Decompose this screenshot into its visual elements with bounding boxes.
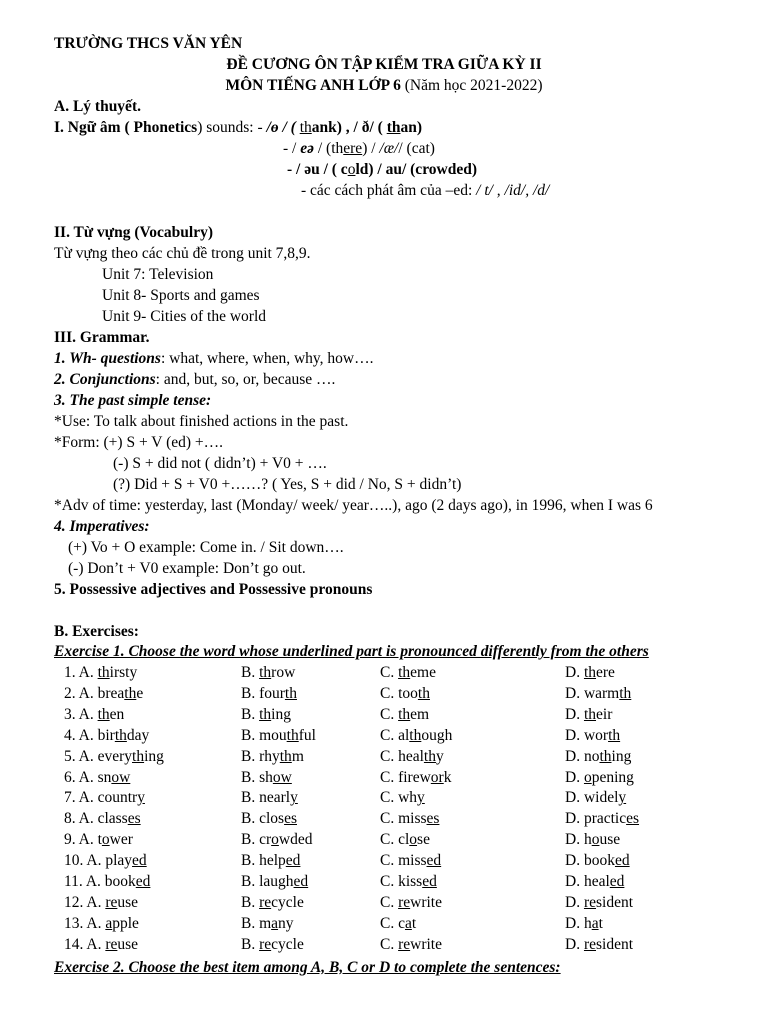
underlined-part: re — [398, 893, 411, 911]
past-simple-adverbs: *Adv of time: yesterday, last (Monday/ week/ year…..), ago (2 days ago), in 1996, when I was 6 — [54, 497, 653, 514]
underlined-part: o — [591, 831, 600, 849]
underlined-part: es — [626, 810, 640, 828]
underlined-part: or — [430, 768, 444, 786]
underlined-part: th — [259, 664, 272, 681]
answer-option: D. warmth — [565, 684, 632, 702]
underlined-part: es — [127, 810, 141, 828]
answer-option: B. throw — [241, 664, 296, 681]
answer-option: 12. A. reuse — [64, 893, 139, 911]
underlined-part: a — [271, 914, 279, 932]
answer-option: C. firework — [380, 768, 452, 786]
question-row — [64, 726, 744, 747]
underlined-part: a — [591, 914, 599, 932]
answer-option: 13. A. apple — [64, 914, 139, 932]
unit-7: Unit 7: Television — [102, 266, 214, 283]
answer-option: 11. A. booked — [64, 873, 151, 890]
question-row — [64, 684, 744, 705]
answer-option: C. healthy — [380, 747, 444, 765]
phonetics-line-4: - các cách phát âm của –ed: / t/ , /id/, /d/ — [301, 182, 550, 199]
answer-option: C. theme — [380, 664, 436, 681]
answer-option: B. many — [241, 914, 294, 932]
answer-option: D. there — [565, 664, 615, 681]
answer-option: B. nearly — [241, 789, 298, 807]
answer-option: B. fourth — [241, 684, 297, 702]
underlined-part: es — [426, 810, 440, 828]
answer-option: C. rewrite — [380, 935, 442, 953]
question-row — [64, 768, 744, 789]
underlined-part: ed — [293, 873, 309, 890]
underlined-part: a — [404, 914, 412, 932]
answer-option: B. thing — [241, 705, 291, 723]
underlined-part: ow — [272, 768, 292, 786]
answer-option: B. mouthful — [241, 726, 316, 744]
phonetics-line-3: - / əu / ( cold) / au/ (crowded) — [287, 161, 478, 178]
past-simple-form-negative: (-) S + did not ( didn’t) + V0 + …. — [113, 455, 327, 472]
exercise-2-title: Exercise 2. Choose the best item among A, B, C or D to complete the sentences: — [54, 959, 561, 976]
underlined-part: th — [124, 684, 137, 702]
answer-option: D. practices — [565, 810, 640, 828]
subject: MÔN TIẾNG ANH LỚP 6 — [225, 77, 401, 94]
answer-option: B. recycle — [241, 893, 304, 911]
answer-option: C. rewrite — [380, 893, 442, 911]
section-b-heading: B. Exercises: — [54, 623, 139, 640]
question-row — [64, 788, 744, 809]
underlined-part: ow — [111, 768, 131, 786]
answer-option: 10. A. played — [64, 852, 147, 870]
underlined-part: th — [97, 664, 110, 681]
answer-option: D. nothing — [565, 747, 632, 765]
grammar-imperatives: 4. Imperatives: — [54, 518, 150, 535]
underlined-part: ed — [426, 852, 442, 870]
underlined-part: th — [398, 705, 411, 723]
answer-option: C. tooth — [380, 684, 430, 702]
underlined-part: re — [105, 935, 118, 953]
imperative-positive: (+) Vo + O example: Come in. / Sit down…. — [68, 539, 344, 556]
underlined-part: ed — [609, 873, 625, 890]
underlined-part: y — [417, 789, 425, 807]
underlined-part: a — [105, 914, 113, 932]
question-row — [64, 935, 744, 956]
underlined-part: ed — [135, 873, 151, 890]
answer-option: B. helped — [241, 852, 301, 870]
underlined-part: th — [286, 726, 299, 744]
unit-8: Unit 8- Sports and games — [102, 287, 260, 304]
vocab-heading: II. Từ vựng (Vocabulry) — [54, 224, 213, 241]
question-row — [64, 893, 744, 914]
imperative-negative: (-) Don’t + V0 example: Don’t go out. — [68, 560, 306, 577]
answer-option: D. resident — [565, 935, 634, 953]
question-row — [64, 914, 744, 935]
underlined-part: re — [259, 935, 272, 953]
question-row — [64, 747, 744, 768]
answer-option: 1. A. thirsty — [64, 664, 138, 681]
question-row — [64, 851, 744, 872]
grammar-heading: III. Grammar. — [54, 329, 150, 346]
underlined-part: re — [259, 893, 272, 911]
underlined-part: th — [583, 664, 597, 681]
answer-option: 14. A. reuse — [64, 935, 139, 953]
school-name: TRƯỜNG THCS VĂN YÊN — [54, 35, 243, 52]
exercise-1-title: Exercise 1. Choose the word whose underlined part is pronounced differently from the others — [54, 643, 649, 660]
answer-option: 5. A. everything — [64, 747, 164, 765]
underlined-part: es — [284, 810, 297, 828]
underlined-part: th — [114, 726, 127, 744]
answer-option: D. healed — [565, 873, 625, 890]
answer-option: C. them — [380, 705, 430, 723]
answer-option: B. laughed — [241, 873, 309, 890]
underlined-part: o — [583, 768, 592, 786]
answer-option: B. recycle — [241, 935, 304, 953]
grammar-wh-questions: 1. Wh- questions: what, where, when, why, how…. — [54, 350, 374, 367]
answer-option: 8. A. classes — [64, 810, 141, 828]
underlined-part: th — [417, 684, 430, 702]
answer-option: C. misses — [380, 810, 440, 828]
phonetics-heading: I. Ngữ âm ( Phonetics) sounds: - /ɵ / ( thank) , / ð/ ( than) — [54, 119, 423, 136]
answer-option: B. closes — [241, 810, 297, 828]
question-row — [64, 705, 744, 726]
underlined-part: ed — [422, 873, 437, 890]
answer-option: 3. A. then — [64, 705, 125, 723]
underlined-part: th — [409, 726, 422, 744]
underlined-part: th — [423, 747, 436, 765]
underlined-part: re — [583, 893, 596, 911]
answer-option: C. why — [380, 789, 425, 807]
underlined-part: re — [398, 935, 411, 953]
section-a-heading: A. Lý thuyết. — [54, 98, 141, 115]
phonetics-line-2: - / eə / (there) / /æ// (cat) — [283, 140, 435, 157]
grammar-possessives: 5. Possessive adjectives and Possessive pronouns — [54, 581, 373, 598]
underlined-part: th — [583, 705, 597, 723]
grammar-conjunctions: 2. Conjunctions: and, but, so, or, because …. — [54, 371, 336, 388]
underlined-part: th — [619, 684, 632, 702]
answer-option: C. although — [380, 726, 453, 744]
doc-title: ĐỀ CƯƠNG ÔN TẬP KIỂM TRA GIỮA KỲ II — [226, 56, 542, 73]
answer-option: D. opening — [565, 768, 634, 786]
past-simple-use: *Use: To talk about finished actions in the past. — [54, 413, 349, 430]
answer-option: D. booked — [565, 852, 630, 870]
underlined-part: o — [101, 831, 110, 849]
answer-option: C. missed — [380, 852, 442, 870]
question-row — [64, 830, 744, 851]
answer-option: 4. A. birthday — [64, 726, 150, 744]
vocab-intro: Từ vựng theo các chủ đề trong unit 7,8,9. — [54, 245, 311, 262]
underlined-part: o — [271, 831, 279, 849]
question-row — [64, 663, 744, 684]
answer-option: B. show — [241, 768, 292, 786]
underlined-part: th — [398, 664, 411, 681]
underlined-part: ed — [614, 852, 630, 870]
past-simple-form-question: (?) Did + S + V0 +……? ( Yes, S + did / No, S + didn’t) — [113, 476, 462, 493]
underlined-part: y — [290, 789, 298, 807]
underlined-part: o — [409, 831, 418, 849]
underlined-part: re — [583, 935, 596, 953]
underlined-part: th — [599, 747, 612, 765]
answer-option: C. cat — [380, 914, 417, 932]
past-simple-form-positive: *Form: (+) S + V (ed) +…. — [54, 434, 224, 451]
school-year: (Năm học 2021-2022) — [400, 77, 543, 94]
question-row — [64, 872, 744, 893]
answer-option: D. resident — [565, 893, 634, 911]
answer-option: B. rhythm — [241, 747, 304, 765]
underlined-part: y — [618, 789, 627, 807]
underlined-part: ed — [132, 852, 147, 870]
underlined-part: th — [132, 747, 145, 765]
answer-option: B. crowded — [241, 831, 313, 849]
grammar-past-simple: 3. The past simple tense: — [54, 392, 212, 409]
answer-option: D. widely — [565, 789, 627, 807]
answer-option: 2. A. breathe — [64, 684, 144, 702]
underlined-part: re — [105, 893, 118, 911]
answer-option: 7. A. country — [64, 789, 145, 807]
underlined-part: th — [259, 705, 272, 723]
underlined-part: th — [608, 726, 621, 744]
answer-option: D. hat — [565, 914, 603, 932]
unit-9: Unit 9- Cities of the world — [102, 308, 267, 325]
underlined-part: th — [97, 705, 110, 723]
question-row — [64, 809, 744, 830]
underlined-part: y — [137, 789, 145, 807]
answer-option: D. house — [565, 831, 621, 849]
underlined-part: th — [284, 684, 297, 702]
doc-subtitle — [0, 76, 768, 96]
answer-option: C. close — [380, 831, 430, 849]
answer-option: D. worth — [565, 726, 621, 744]
answer-option: C. kissed — [380, 873, 437, 890]
underlined-part: ed — [285, 852, 301, 870]
underlined-part: th — [279, 747, 292, 765]
answer-option: 6. A. snow — [64, 768, 131, 786]
answer-option: D. their — [565, 705, 613, 723]
answer-option: 9. A. tower — [64, 831, 133, 849]
